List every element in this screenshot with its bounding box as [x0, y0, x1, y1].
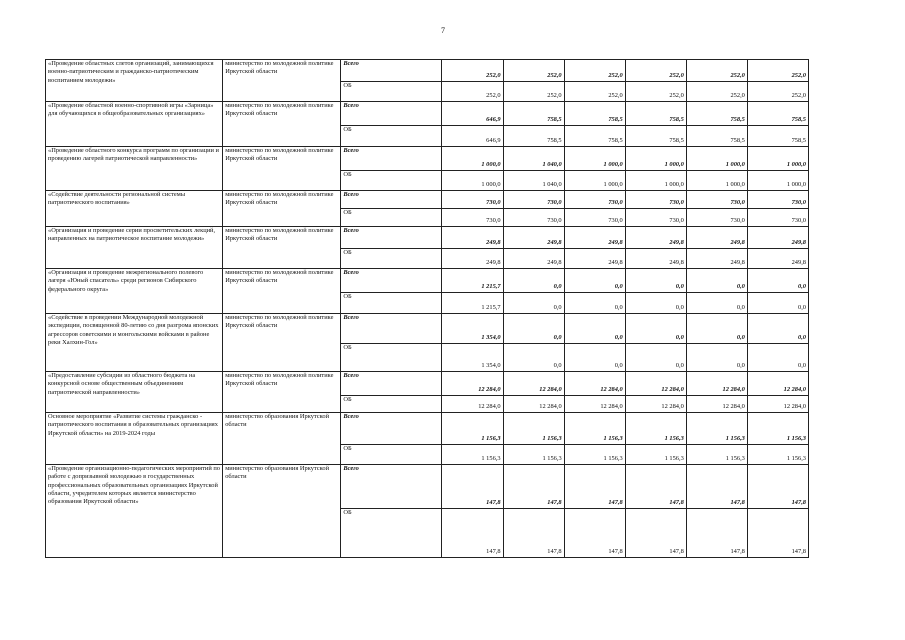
total-value: 1 000,0 — [442, 147, 503, 171]
ob-value: 12 284,0 — [503, 396, 564, 413]
total-value: 147,8 — [625, 465, 686, 509]
ob-value: 249,8 — [503, 249, 564, 269]
source-ob-label: ОБ — [341, 509, 442, 558]
measure-name: «Организация и проведение межрегионального полевого лагеря «Юный спасатель» среди регионов Сибирского федерального округа» — [46, 269, 223, 314]
ob-value: 730,0 — [747, 209, 808, 227]
ob-value: 1 156,3 — [625, 445, 686, 465]
source-ob-label: ОБ — [341, 249, 442, 269]
ob-value: 147,8 — [442, 509, 503, 558]
total-value: 0,0 — [625, 314, 686, 344]
total-value: 1 000,0 — [747, 147, 808, 171]
source-total-label: Всего — [341, 269, 442, 293]
total-value: 730,0 — [564, 191, 625, 209]
page-number: 7 — [441, 26, 445, 35]
ob-value: 730,0 — [442, 209, 503, 227]
table-row — [46, 147, 809, 171]
executor-name: министерство по молодежной политике Иркутской области — [223, 102, 341, 147]
total-value: 147,8 — [503, 465, 564, 509]
total-value: 249,8 — [442, 227, 503, 249]
total-value: 0,0 — [686, 314, 747, 344]
ob-value: 1 000,0 — [442, 171, 503, 191]
total-value: 1 156,3 — [503, 413, 564, 445]
table-row — [46, 465, 809, 509]
table-body — [46, 60, 809, 558]
ob-value: 252,0 — [503, 82, 564, 102]
ob-value: 730,0 — [503, 209, 564, 227]
total-value: 0,0 — [747, 314, 808, 344]
total-value: 12 284,0 — [747, 372, 808, 396]
executor-name: министерство по молодежной политике Иркутской области — [223, 147, 341, 191]
total-value: 646,9 — [442, 102, 503, 126]
total-value: 0,0 — [625, 269, 686, 293]
total-value: 147,8 — [564, 465, 625, 509]
total-value: 147,8 — [442, 465, 503, 509]
source-total-label: Всего — [341, 102, 442, 126]
ob-value: 1 000,0 — [625, 171, 686, 191]
source-ob-label: ОБ — [341, 445, 442, 465]
total-value: 252,0 — [747, 60, 808, 82]
source-total-label: Всего — [341, 227, 442, 249]
ob-value: 147,8 — [686, 509, 747, 558]
total-value: 758,5 — [747, 102, 808, 126]
total-value: 252,0 — [564, 60, 625, 82]
table-row — [46, 191, 809, 209]
ob-value: 758,5 — [503, 126, 564, 147]
ob-value: 1 156,3 — [564, 445, 625, 465]
ob-value: 0,0 — [686, 293, 747, 314]
ob-value: 249,8 — [625, 249, 686, 269]
total-value: 252,0 — [625, 60, 686, 82]
total-value: 12 284,0 — [503, 372, 564, 396]
table-row — [46, 372, 809, 396]
total-value: 249,8 — [625, 227, 686, 249]
total-value: 1 354,0 — [442, 314, 503, 344]
executor-name: министерство образования Иркутской области — [223, 465, 341, 558]
ob-value: 0,0 — [564, 344, 625, 372]
measure-name: «Проведение областного конкурса программ по организации и проведению лагерей патриотической направленности» — [46, 147, 223, 191]
source-total-label: Всего — [341, 413, 442, 445]
total-value: 1 000,0 — [686, 147, 747, 171]
total-value: 1 156,3 — [686, 413, 747, 445]
ob-value: 1 000,0 — [564, 171, 625, 191]
ob-value: 249,8 — [442, 249, 503, 269]
ob-value: 0,0 — [686, 344, 747, 372]
ob-value: 758,5 — [625, 126, 686, 147]
total-value: 1 156,3 — [625, 413, 686, 445]
measure-name: «Предоставление субсидии из областного бюджета на конкурсной основе общественным объединениям патриотической направленности» — [46, 372, 223, 413]
source-total-label: Всего — [341, 314, 442, 344]
ob-value: 1 156,3 — [747, 445, 808, 465]
ob-value: 758,5 — [564, 126, 625, 147]
ob-value: 0,0 — [625, 293, 686, 314]
ob-value: 1 354,0 — [442, 344, 503, 372]
ob-value: 1 000,0 — [747, 171, 808, 191]
total-value: 0,0 — [564, 269, 625, 293]
source-total-label: Всего — [341, 372, 442, 396]
measure-name: «Проведение областной военно-спортивной игры «Зарница» для обучающихся в общеобразовательных организациях» — [46, 102, 223, 147]
table-row — [46, 102, 809, 126]
ob-value: 252,0 — [442, 82, 503, 102]
ob-value: 252,0 — [564, 82, 625, 102]
table-row — [46, 314, 809, 344]
ob-value: 0,0 — [503, 293, 564, 314]
total-value: 249,8 — [503, 227, 564, 249]
measure-name: «Содействие деятельности региональной системы патриотического воспитания» — [46, 191, 223, 227]
executor-name: министерство по молодежной политике Иркутской области — [223, 60, 341, 102]
budget-table — [45, 59, 809, 558]
total-value: 147,8 — [686, 465, 747, 509]
total-value: 0,0 — [747, 269, 808, 293]
ob-value: 249,8 — [747, 249, 808, 269]
measure-name: «Проведение областных слетов организаций, занимающихся военно-патриотическим и гражданско-патриотическим воспитанием молодежи» — [46, 60, 223, 102]
ob-value: 1 156,3 — [442, 445, 503, 465]
table-row — [46, 269, 809, 293]
ob-value: 730,0 — [686, 209, 747, 227]
ob-value: 0,0 — [747, 293, 808, 314]
measure-name: Основное мероприятие «Развитие системы гражданско - патриотического воспитания в образовательных организациях Иркутской области» на 2019-2024 годы — [46, 413, 223, 465]
total-value: 758,5 — [564, 102, 625, 126]
total-value: 730,0 — [686, 191, 747, 209]
source-ob-label: ОБ — [341, 82, 442, 102]
source-total-label: Всего — [341, 147, 442, 171]
measure-name: «Организация и проведение серии просветительских лекций, направленных на патриотическое воспитание молодежи» — [46, 227, 223, 269]
ob-value: 12 284,0 — [625, 396, 686, 413]
total-value: 0,0 — [503, 314, 564, 344]
total-value: 249,8 — [564, 227, 625, 249]
total-value: 730,0 — [625, 191, 686, 209]
total-value: 12 284,0 — [625, 372, 686, 396]
total-value: 252,0 — [686, 60, 747, 82]
ob-value: 1 215,7 — [442, 293, 503, 314]
ob-value: 147,8 — [747, 509, 808, 558]
measure-name: «Содействие в проведении Международной молодежной экспедиции, посвященной 80-летию со дня разгрома японских агрессоров советскими и монгольскими войсками в районе реки Халхин-Гол» — [46, 314, 223, 372]
table-row — [46, 227, 809, 249]
ob-value: 1 040,0 — [503, 171, 564, 191]
ob-value: 646,9 — [442, 126, 503, 147]
ob-value: 252,0 — [747, 82, 808, 102]
ob-value: 758,5 — [686, 126, 747, 147]
ob-value: 0,0 — [747, 344, 808, 372]
ob-value: 0,0 — [564, 293, 625, 314]
table-row — [46, 413, 809, 445]
ob-value: 12 284,0 — [686, 396, 747, 413]
total-value: 1 040,0 — [503, 147, 564, 171]
total-value: 1 000,0 — [564, 147, 625, 171]
ob-value: 147,8 — [625, 509, 686, 558]
total-value: 730,0 — [442, 191, 503, 209]
ob-value: 0,0 — [503, 344, 564, 372]
total-value: 758,5 — [686, 102, 747, 126]
total-value: 758,5 — [503, 102, 564, 126]
total-value: 0,0 — [686, 269, 747, 293]
executor-name: министерство по молодежной политике Иркутской области — [223, 227, 341, 269]
ob-value: 252,0 — [625, 82, 686, 102]
ob-value: 0,0 — [625, 344, 686, 372]
ob-value: 1 156,3 — [503, 445, 564, 465]
total-value: 1 156,3 — [564, 413, 625, 445]
executor-name: министерство образования Иркутской области — [223, 413, 341, 465]
executor-name: министерство по молодежной политике Иркутской области — [223, 314, 341, 372]
executor-name: министерство по молодежной политике Иркутской области — [223, 191, 341, 227]
total-value: 1 000,0 — [625, 147, 686, 171]
source-ob-label: ОБ — [341, 396, 442, 413]
ob-value: 147,8 — [564, 509, 625, 558]
ob-value: 12 284,0 — [564, 396, 625, 413]
total-value: 249,8 — [747, 227, 808, 249]
total-value: 249,8 — [686, 227, 747, 249]
source-ob-label: ОБ — [341, 344, 442, 372]
total-value: 12 284,0 — [686, 372, 747, 396]
total-value: 252,0 — [503, 60, 564, 82]
total-value: 1 156,3 — [442, 413, 503, 445]
source-ob-label: ОБ — [341, 293, 442, 314]
total-value: 12 284,0 — [442, 372, 503, 396]
total-value: 0,0 — [564, 314, 625, 344]
total-value: 147,8 — [747, 465, 808, 509]
ob-value: 730,0 — [564, 209, 625, 227]
total-value: 12 284,0 — [564, 372, 625, 396]
total-value: 252,0 — [442, 60, 503, 82]
total-value: 1 215,7 — [442, 269, 503, 293]
total-value: 730,0 — [503, 191, 564, 209]
ob-value: 12 284,0 — [747, 396, 808, 413]
ob-value: 12 284,0 — [442, 396, 503, 413]
ob-value: 730,0 — [625, 209, 686, 227]
source-total-label: Всего — [341, 191, 442, 209]
source-total-label: Всего — [341, 465, 442, 509]
ob-value: 147,8 — [503, 509, 564, 558]
measure-name: «Проведение организационно-педагогических мероприятий по работе с допризывной молодежью в государственных профессиональных образовательных организациях Иркутской области, учредителем которых является министерство образования Иркутской области» — [46, 465, 223, 558]
source-ob-label: ОБ — [341, 209, 442, 227]
total-value: 758,5 — [625, 102, 686, 126]
executor-name: министерство по молодежной политике Иркутской области — [223, 372, 341, 413]
ob-value: 1 156,3 — [686, 445, 747, 465]
total-value: 730,0 — [747, 191, 808, 209]
ob-value: 758,5 — [747, 126, 808, 147]
total-value: 1 156,3 — [747, 413, 808, 445]
source-ob-label: ОБ — [341, 126, 442, 147]
ob-value: 249,8 — [686, 249, 747, 269]
ob-value: 249,8 — [564, 249, 625, 269]
source-total-label: Всего — [341, 60, 442, 82]
executor-name: министерство по молодежной политике Иркутской области — [223, 269, 341, 314]
table-row — [46, 60, 809, 82]
source-ob-label: ОБ — [341, 171, 442, 191]
ob-value: 252,0 — [686, 82, 747, 102]
total-value: 0,0 — [503, 269, 564, 293]
ob-value: 1 000,0 — [686, 171, 747, 191]
